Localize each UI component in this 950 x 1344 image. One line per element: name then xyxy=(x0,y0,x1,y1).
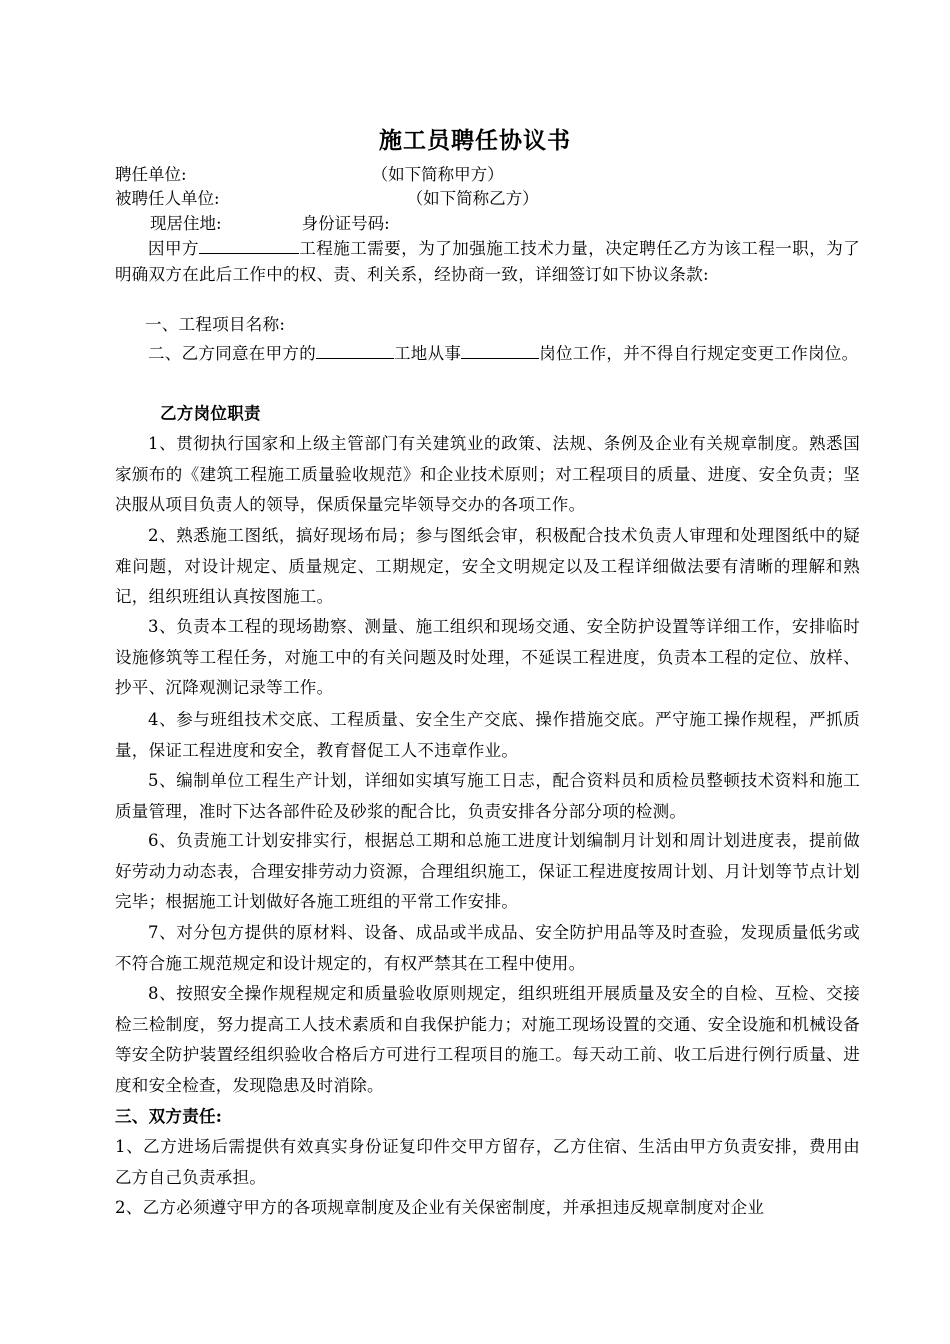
employer-line xyxy=(115,163,504,187)
duty-item-2: 2、熟悉施工图纸，搞好现场布局；参与图纸会审，积极配合技术负责人审理和处理图纸中的疑难问题，对设计规定、质量规定、工期规定，安全文明规定以及工程详细做法要有清晰的理解和熟记，组织班组认真按图施工。 xyxy=(115,526,860,606)
address-label: 现居住地: xyxy=(150,214,222,233)
intro-text-start: 因甲方 xyxy=(148,239,199,258)
duty-item-1: 1、贯彻执行国家和上级主管部门有关建筑业的政策、法规、条例及企业有关规章制度。熟悉国家颁布的《建筑工程施工质量验收规范》和企业技术原则；对工程项目的质量、进度、安全负责；坚决服从项目负责人的领导，保质保量完毕领导交办的各项工作。 xyxy=(115,434,860,514)
address-line xyxy=(150,212,390,236)
intro-text-end: 工程施工需要，为了加强施工技术力量，决定聘任乙方为该工程一职，为了明确双方在此后工作中的权、责、利关系，经协商一致，详细签订如下协议条款: xyxy=(115,239,860,284)
employer-label: 聘任单位: xyxy=(115,165,187,184)
duty-item-4: 4、参与班组技术交底、工程质量、安全生产交底、操作措施交底。严守施工操作规程，严抓质量，保证工程进度和安全，教育督促工人不违章作业。 xyxy=(115,710,860,760)
id-label: 身份证号码: xyxy=(301,214,390,233)
clause-2-text-3: 岗位工作，并不得自行规定变更工作岗位。 xyxy=(539,344,859,363)
responsibility-item-1: 1、乙方进场后需提供有效真实身份证复印件交甲方留存，乙方住宿、生活由甲方负责安排，费用由乙方自己负责承担。 xyxy=(115,1137,860,1187)
duty-item-7: 7、对分包方提供的原材料、设备、成品或半成品、安全防护用品等及时查验，发现质量低劣或不符合施工规范规定和设计规定的，有权严禁其在工程中使用。 xyxy=(115,923,860,973)
clause-2-text-2: 工地从事 xyxy=(394,344,462,363)
clause-1: 一、工程项目名称: xyxy=(145,315,286,334)
responsibility-item-2: 2、乙方必须遵守甲方的各项规章制度及企业有关保密制度，并承担违反规章制度对企业 xyxy=(115,1198,765,1217)
employee-unit-label: 被聘任人单位: xyxy=(115,189,220,208)
responsibilities-heading: 三、双方责任: xyxy=(115,1107,223,1126)
duty-item-5: 5、编制单位工程生产计划，详细如实填写施工日志，配合资料员和质检员整顿技术资料和施工质量管理，准时下达各部件砼及砂浆的配合比，负责安排各分部分项的检测。 xyxy=(115,771,860,821)
duty-item-3: 3、负责本工程的现场勘察、测量、施工组织和现场交通、安全防护设置等详细工作，安排临时设施修筑等工程任务，对施工中的有关问题及时处理，不延误工程进度，负责本工程的定位、放样、抄平、沉降观测记录等工作。 xyxy=(115,617,860,697)
intro-paragraph xyxy=(115,236,860,287)
duty-item-8: 8、按照安全操作规程规定和质量验收原则规定，组织班组开展质量及安全的自检、互检、交接检三检制度，努力提高工人技术素质和自我保护能力；对施工现场设置的交通、安全设施和机械设备等安全防护装置经组织验收合格后方可进行工程项目的施工。每天动工前、收工后进行例行质量、进度和安全检查，发现隐患及时消除。 xyxy=(115,984,860,1095)
duty-item-6: 6、负责施工计划安排实行，根据总工期和总施工进度计划编制月计划和周计划进度表，提前做好劳动力动态表，合理安排劳动力资源，合理组织施工，保证工程进度按周计划、月计划等节点计划完毕；根据施工计划做好各施工班组的平常工作安排。 xyxy=(115,831,860,911)
clause-2-text-1: 二、乙方同意在甲方的 xyxy=(148,344,316,363)
employee-unit-line xyxy=(115,187,539,211)
duties-heading: 乙方岗位职责 xyxy=(160,404,261,423)
clause-2 xyxy=(115,339,860,370)
site-blank xyxy=(316,342,394,359)
position-blank xyxy=(461,342,539,359)
employee-unit-note: （如下简称乙方） xyxy=(406,189,539,208)
project-blank xyxy=(199,237,299,254)
employer-note: （如下简称甲方） xyxy=(371,165,504,184)
document-title: 施工员聘任协议书 xyxy=(379,127,571,154)
